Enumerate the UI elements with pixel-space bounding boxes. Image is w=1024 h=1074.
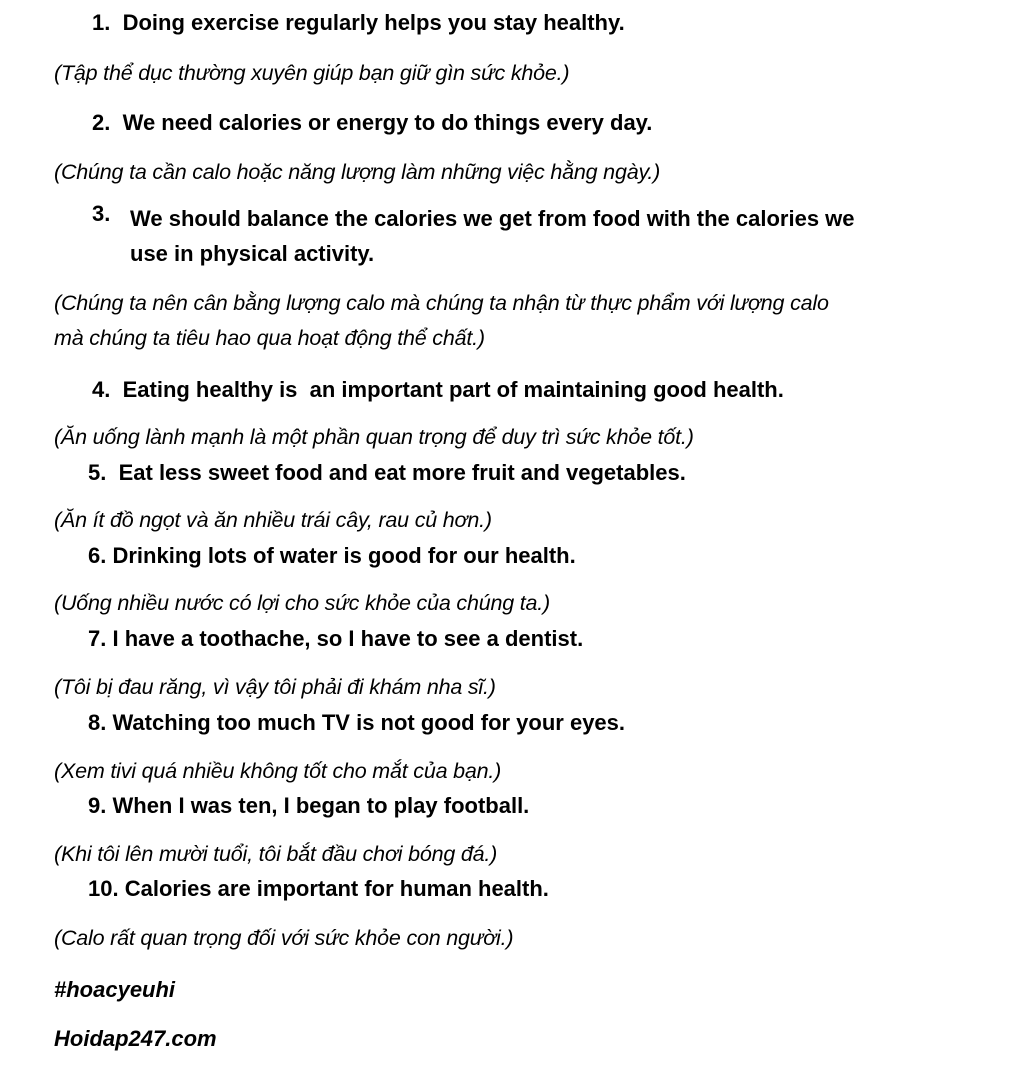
sentence-8-vi: (Xem tivi quá nhiều không tốt cho mắt của bạn.) [54, 759, 502, 783]
sentence-6-vi: (Uống nhiều nước có lợi cho sức khỏe của chúng ta.) [54, 591, 551, 615]
sentence-4-vi: (Ăn uống lành mạnh là một phần quan trọng để duy trì sức khỏe tốt.) [54, 425, 694, 449]
sentence-9-text: When I was ten, I began to play football. [112, 793, 530, 818]
sentence-1-en [92, 10, 625, 36]
sentence-10-en [88, 876, 549, 902]
sentence-2-en [92, 110, 652, 136]
sentence-3-en [92, 201, 972, 271]
sentence-1-text: Doing exercise regularly helps you stay healthy. [122, 10, 625, 35]
sentence-3-text-line-1: We should balance the calories we get from food with the calories we [130, 206, 855, 231]
sentence-3-vi-line-1: (Chúng ta nên cân bằng lượng calo mà chúng ta nhận từ thực phẩm với lượng calo [54, 291, 829, 315]
sentence-2-number: 2. [92, 110, 111, 135]
sentence-10-number: 10. [88, 876, 119, 901]
sentence-6-en [88, 543, 576, 569]
sentence-8-en [88, 710, 625, 736]
sentence-2-vi: (Chúng ta cần calo hoặc năng lượng làm những việc hằng ngày.) [54, 160, 661, 184]
sentence-10-vi: (Calo rất quan trọng đối với sức khỏe con người.) [54, 926, 514, 950]
sentence-3-vi-line-2: mà chúng ta tiêu hao qua hoạt động thể chất.) [54, 326, 485, 350]
sentence-4-number: 4. [92, 377, 111, 402]
hashtag: #hoacyeuhi [54, 977, 176, 1002]
sentence-3-text-line-2: use in physical activity. [130, 241, 375, 266]
sentence-7-number: 7. [88, 626, 107, 651]
sentence-1-vi: (Tập thể dục thường xuyên giúp bạn giữ gìn sức khỏe.) [54, 61, 570, 85]
sentence-7-vi: (Tôi bị đau răng, vì vậy tôi phải đi khám nha sĩ.) [54, 675, 496, 699]
sentence-5-text: Eat less sweet food and eat more fruit and vegetables. [118, 460, 686, 485]
sentence-5-number: 5. [88, 460, 107, 485]
sentence-2-text: We need calories or energy to do things every day. [122, 110, 653, 135]
sentence-1-number: 1. [92, 10, 111, 35]
sentence-6-number: 6. [88, 543, 107, 568]
sentence-9-vi: (Khi tôi lên mười tuổi, tôi bắt đầu chơi bóng đá.) [54, 842, 498, 866]
sentence-4-en [92, 377, 784, 403]
sentence-9-en [88, 793, 529, 819]
sentence-7-text: I have a toothache, so I have to see a dentist. [112, 626, 584, 651]
sentence-4-text: Eating healthy is an important part of maintaining good health. [122, 377, 784, 402]
sentence-7-en [88, 626, 583, 652]
sentence-8-text: Watching too much TV is not good for your eyes. [112, 710, 626, 735]
sentence-5-vi: (Ăn ít đồ ngọt và ăn nhiều trái cây, rau củ hơn.) [54, 508, 492, 532]
sentence-6-text: Drinking lots of water is good for our health. [112, 543, 576, 568]
sentence-3-vi [54, 286, 1014, 356]
site-name: Hoidap247.com [54, 1026, 217, 1051]
sentence-8-number: 8. [88, 710, 107, 735]
sentence-10-text: Calories are important for human health. [124, 876, 549, 901]
sentence-9-number: 9. [88, 793, 107, 818]
sentence-5-en [88, 460, 686, 486]
sentence-3-number: 3. [92, 201, 111, 226]
